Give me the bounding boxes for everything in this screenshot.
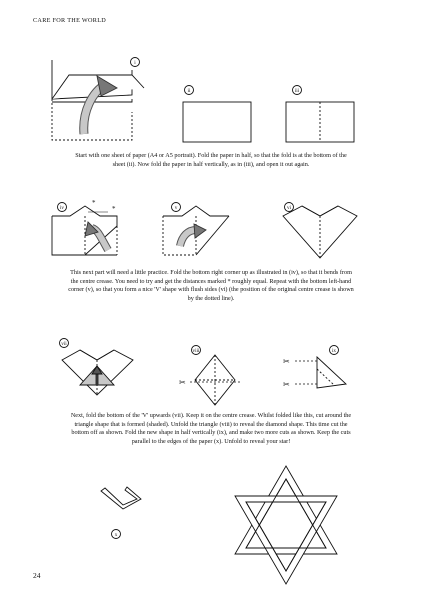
diagram-step-vi [283, 203, 357, 259]
diagram-step-x [101, 487, 141, 539]
text-line: bottom off as shown. Fold the new shape in half vertically (ix), and make two more cuts as shown. Keep the cuts [71, 429, 351, 437]
diagram-step-ix [283, 346, 346, 390]
step-label-i: i [134, 59, 136, 66]
step-label-vi: vi [286, 204, 292, 211]
svg-text:*: * [92, 199, 96, 207]
text-line: parallel to the edges of the paper (x). Unfold to reveal your star! [131, 437, 291, 445]
instructions-paragraph-1 [40, 152, 382, 169]
diagram-step-iv [52, 199, 117, 255]
svg-text:✂: ✂ [283, 380, 290, 389]
text-line: Next, fold the bottom of the 'V' upwards (vii). Keep it on the centre crease. Whilst folded like this, cut around the [70, 412, 352, 419]
diagram-step-i [52, 58, 144, 141]
svg-text:✂: ✂ [283, 357, 290, 366]
text-line: Start with one sheet of paper (A4 or A5 portrait). Fold the paper in half, so that the fold is at the bottom of the [75, 152, 347, 159]
text-line: corner (v), so that you form a nice 'V' shape with flush sides (vi) (the position of the original centre crease is shown [68, 286, 354, 294]
step-label-vii: vii [61, 340, 67, 347]
text-line: triangle shape that is formed (shaded). Unfold the triangle (viii) to reveal the diamond shape. This time cut the [74, 420, 348, 428]
svg-text:✂: ✂ [179, 378, 186, 387]
step-label-ix: ix [331, 347, 337, 354]
diagram-step-ii [183, 86, 251, 143]
page-number: 24 [33, 571, 41, 580]
diagram-step-iii [286, 86, 354, 143]
step-label-iv: iv [59, 204, 65, 211]
section-title: CARE FOR THE WORLD [33, 17, 107, 24]
svg-text:*: * [112, 205, 116, 213]
step-label-iii: iii [294, 87, 300, 94]
step-label-v: v [174, 204, 178, 211]
instructions-paragraph-2 [40, 269, 382, 303]
step-label-viii: viii [192, 347, 200, 354]
star-of-david [235, 466, 337, 584]
step-label-x: x [114, 531, 118, 538]
instructions-paragraph-3 [40, 412, 382, 446]
diagram-step-viii [179, 346, 240, 406]
text-line: This next part will need a little practice. Fold the bottom right corner up as illustrated in (iv), so that it bends from [70, 269, 352, 276]
text-line: the centre crease. You need to try and get the distances marked * roughly equal. Repeat with the bottom left-hand [70, 277, 352, 285]
diagram-step-vii [60, 339, 134, 396]
text-line: by the dotted line). [187, 294, 235, 302]
step-label-ii: ii [187, 87, 191, 94]
diagram-step-v [163, 203, 229, 256]
text-line: sheet (ii). Now fold the paper in half vertically, as in (iii), and open it out again. [112, 160, 310, 168]
